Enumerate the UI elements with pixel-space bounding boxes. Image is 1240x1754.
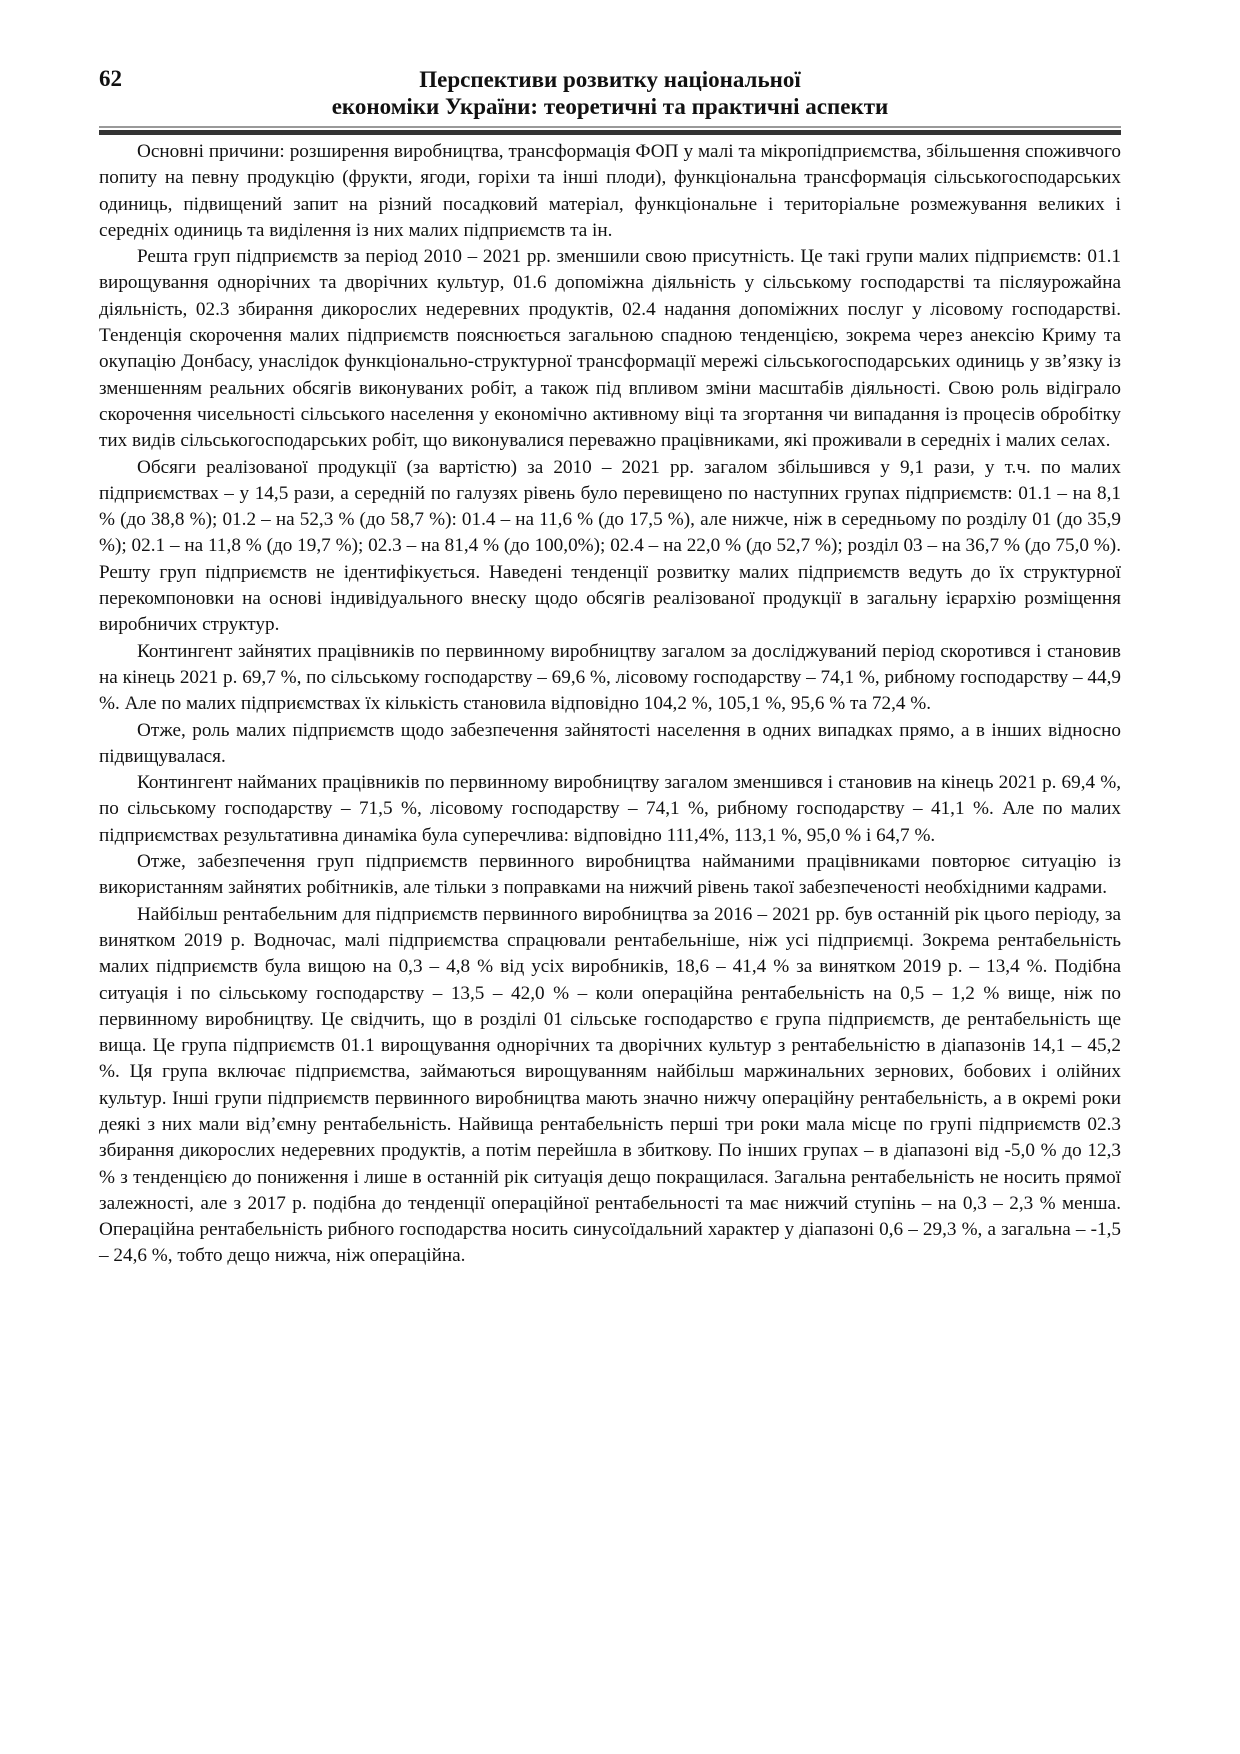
paragraph: Отже, роль малих підприємств щодо забезпечення зайнятості населення в одних випадках прямо, а в інших відносно підвищувалася. [99, 719, 1121, 767]
running-title-line-2: економіки України: теоретичні та практичні аспекти [331, 94, 889, 119]
paragraph: Найбільш рентабельним для підприємств первинного виробництва за 2016 – 2021 рр. був останній рік цього періоду, за винятком 2019 р. Водночас, малі підприємства спрацювали рентабельніше, ніж усі підприємці. Зокрема рентабельність малих підприємств була вищою на 0,3 – 4,8 % від усіх виробників, 18,6 – 41,4 % за винятком 2019 р. – 13,4 %. Подібна ситуація і по сільському господарству – 13,5 – 42,0 % – коли операційна рентабельність на 0,5 – 1,2 % вище, ніж по первинному виробництву. Це свідчить, що в розділі 01 сільське господарство є група підприємств, де рентабельність ще вища. Це група підприємств 01.1 вирощування однорічних та дворічних культур з рентабельністю в діапазонів 14,1 – 45,2 %. Ця група включає підприємства, займаються вирощуванням найбільш маржинальних зернових, бобових і олійних культур. Інші групи підприємств первинного виробництва мають значно нижчу операційну рентабельність, а в окремі роки деякі з них мали від’ємну рентабельність. Найвища рентабельність перші три роки мала місце по групі підприємств 02.3 збирання дикорослих недеревних продуктів, а потім перейшла в збиткову. По інших групах – в діапазоні від -5,0 % до 12,3 % з тенденцією до пониження і лише в останній рік ситуація дещо покращилася. Загальна рентабельність не носить прямої залежності, але з 2017 р. подібна до тенденції операційної рентабельності та має нижчий ступінь – на 0,3 – 2,3 % менша. Операційна рентабельність рибного господарства носить синусоїдальний характер у діапазоні 0,6 – 29,3 %, а загальна – -1,5 – 24,6 %, тобто дещо нижча, ніж операційна. [99, 903, 1121, 1267]
paragraph: Основні причини: розширення виробництва, трансформація ФОП у малі та мікропідприємства, збільшення споживчого попиту на певну продукцію (фрукти, ягоди, горіхи та інші плоди), функціональна трансформація сільськогосподарських одиниць, підвищений запит на різний посадковий матеріал, функціональне і територіальне розмежування великих і середніх одиниць та виділення із них малих підприємств та ін. [99, 141, 1121, 241]
page-number: 62 [99, 66, 122, 91]
paragraph: Контингент зайнятих працівників по первинному виробництву загалом за досліджуваний період скоротився і становив на кінець 2021 р. 69,7 %, по сільському господарству – 69,6 %, лісовому господарству – 74,1 %, рибному господарству – 44,9 %. Але по малих підприємствах їх кількість становила відповідно 104,2 %, 105,1 %, 95,6 % та 72,4 %. [99, 640, 1121, 715]
running-title [99, 66, 1121, 120]
paragraph: Обсяги реалізованої продукції (за вартістю) за 2010 – 2021 рр. загалом збільшився у 9,1 рази, у т.ч. по малих підприємствах – у 14,5 рази, а середній по галузях рівень було перевищено по наступних групах підприємств: 01.1 – на 8,1 % (до 38,8 %); 01.2 – на 52,3 % (до 58,7 %): 01.4 – на 11,6 % (до 17,5 %), але нижче, ніж в середньому по розділу 01 (до 35,9 %); 02.1 – на 11,8 % (до 19,7 %); 02.3 – на 81,4 % (до 100,0%); 02.4 – на 22,0 % (до 52,7 %); розділ 03 – на 36,7 % (до 75,0 %). Решту груп підприємств не ідентифікується. Наведені тенденції розвитку малих підприємств ведуть до їх структурної перекомпоновки на основі індивідуального внеску щодо обсягів реалізованої продукції в загальну ієрархію розміщення виробничих структур. [99, 456, 1121, 636]
paragraph: Решта груп підприємств за період 2010 – 2021 рр. зменшили свою присутність. Це такі групи малих підприємств: 01.1 вирощування однорічних та дворічних культур, 01.6 допоміжна діяльність у сільському господарстві та післяурожайна діяльність, 02.3 збирання дикорослих недеревних продуктів, 02.4 надання допоміжних послуг у лісовому господарстві. Тенденція скорочення малих підприємств пояснюється загальною спадною тенденцією, зокрема через анексію Криму та окупацію Донбасу, унаслідок функціонально-структурної трансформації мережі сільськогосподарських одиниць у зв’язку із зменшенням реальних обсягів виконуваних робіт, а також під впливом зміни масштабів діяльності. Свою роль відіграло скорочення чисельності сільського населення у економічно активному віці та згортання чи випадання із процесів обробітку тих видів сільськогосподарських робіт, що виконувалися переважно працівниками, які проживали в середніх і малих селах. [99, 246, 1121, 452]
running-title-line-1: Перспективи розвитку національної [419, 67, 801, 92]
paragraph: Отже, забезпечення груп підприємств первинного виробництва найманими працівниками повторює ситуацію із використанням зайнятих робітників, але тільки з поправками на нижчий рівень такої забезпеченості необхідними кадрами. [99, 851, 1121, 899]
paragraph: Контингент найманих працівників по первинному виробництву загалом зменшився і становив на кінець 2021 р. 69,4 %, по сільському господарству – 71,5 %, лісовому господарству – 74,1 %, рибному господарству – 41,1 %. Але по малих підприємствах результативна динаміка була суперечлива: відповідно 111,4%, 113,1 %, 95,0 % і 64,7 %. [99, 772, 1121, 846]
running-header [99, 66, 1121, 120]
body-text [99, 139, 1121, 1270]
header-divider [99, 126, 1121, 135]
